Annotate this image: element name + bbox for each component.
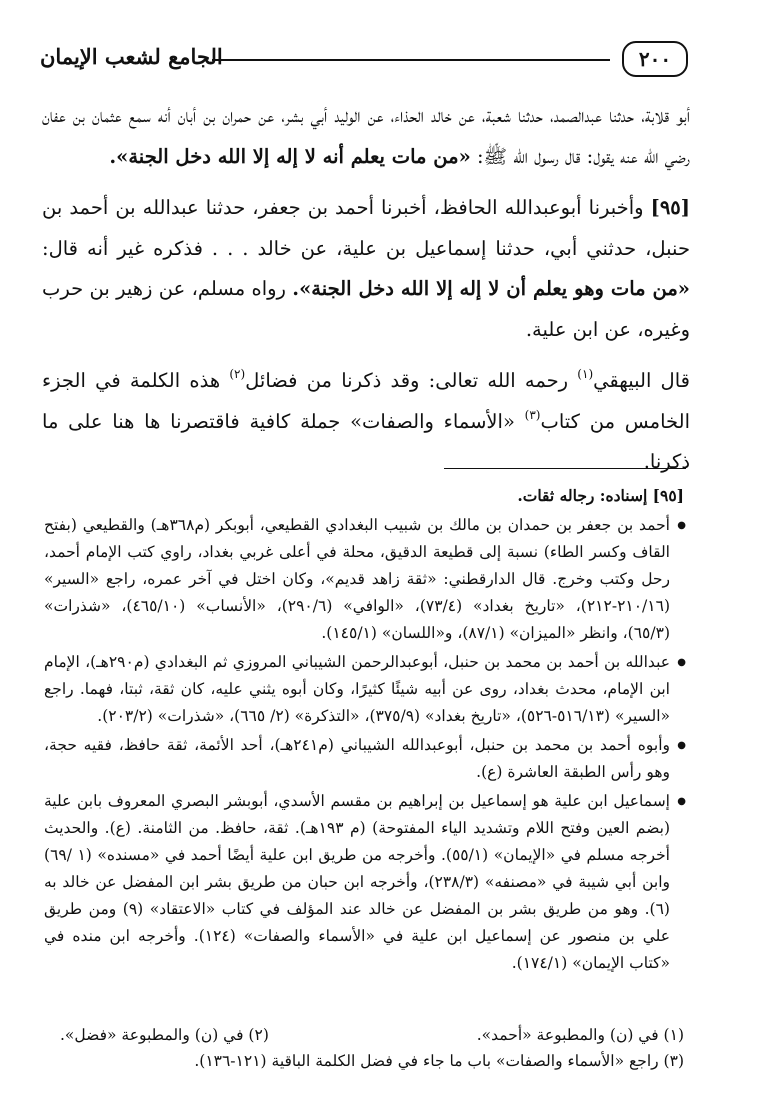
p3-d: «الأسماء والصفات» جملة كافية فاقتصرنا ها هنا على ما ذكرنا. (42, 409, 690, 473)
narrator-note-2: ● عبدالله بن أحمد بن محمد بن حنبل، أبوعبدالرحمن الشيباني المروزي ثم البغدادي (م٢٩٠هـ)، الإمام ابن الإمام، محدث بغداد، روى عن أبيه شيئًا كثيرًا، وكان أبوه يثني عليه، كان ثقة، ثبتا، فهما. راجع «السير» (٥١٦/١٣-٥٢٦)، «تاريخ بغداد» (٣٧٥/٩)، «التذكرة» (٢/ ٦٦٥)، «شذرات» (٢٠٣/٢). (44, 649, 684, 730)
p3-b: رحمه الله تعالى: وقد ذكرنا من فضائل (245, 369, 578, 392)
p3-a: قال البيهقي (593, 369, 690, 392)
p3-c: هذه الكلمة في الجزء الخامس من كتاب (42, 369, 690, 433)
footnote-3: (٣) راجع «الأسماء والصفات» باب ما جاء في فضل الكلمة الباقية (١٢١-١٣٦). (194, 1052, 684, 1070)
running-header (40, 38, 688, 82)
footnote-ref-3: (٣) (524, 407, 541, 422)
paragraph-3 (42, 361, 690, 483)
narrator-note-4: ● إسماعيل ابن علية هو إسماعيل بن إبراهيم بن مقسم الأسدي، أبوبشر البصري المعروف بابن علية (بضم العين وفتح اللام وتشديد الياء المفتوحة) (م ١٩٣هـ). ثقة، حافظ. من الثامنة. (ع). والحديث أخرجه مسلم في «الإيمان» (٥٥/١). وأخرجه من طريق ابن علية أيضًا أحمد في «مسنده» (١ /٦٩) وابن أبي شيبة في «مصنفه» (٢٣٨/٣)، وأخرجه ابن حبان من طريق بشر ابن المفضل عن خالد به (٦). وهو من طريق بشر بن المفضل عن خالد عند المؤلف في كتاب «الاعتقاد» (٩) ومن طريق علي بن منصور عن إسماعيل ابن علية في «الأسماء والصفات» (١٢٤). وأخرجه ابن منده في «كتاب الإيمان» (١٧٤/١). (44, 788, 684, 977)
p2-tail: رواه مسلم، عن زهير بن حرب وغيره، عن ابن علية. (42, 277, 690, 341)
p2-text: وأخبرنا أبوعبدالله الحافظ، أخبرنا أحمد بن جعفر، حدثنا عبدالله بن أحمد بن حنبل، حدثني أبي، حدثنا إسماعيل بن علية، عن خالد . . . فذكره غير أنه قال: (42, 196, 690, 260)
narrator-note-1: ● أحمد بن جعفر بن حمدان بن مالك بن شبيب البغدادي القطيعي، أبوبكر (م٣٦٨هـ) والقطيعي (بفتح القاف وكسر الطاء) نسبة إلى قطيعة الدقيق، محلة في أعلى غربي بغداد، راوي كتب الإمام أحمد، رحل وكتب وخرج. قال الدارقطني: «ثقة زاهد قديم»، وكان اختل في آخر عمره، راجع «السير» (٢١٠/١٦-٢١٢)، «تاريخ بغداد» (٧٣/٤)، «الوافي» (٢٩٠/٦)، «الأنساب» (٤٦٥/١٠)، «شذرات» (٦٥/٣)، وانظر «الميزان» (٨٧/١)، و«اللسان» (١٤٥/١). (44, 512, 684, 647)
isnad-number: [٩٥] (652, 486, 684, 505)
hadith-number: [٩٥] (650, 196, 690, 219)
footnote-1: (١) في (ن) والمطبوعة «أحمد». (476, 1026, 684, 1044)
footnote-2: (٢) في (ن) والمطبوعة «فضل». (60, 1026, 269, 1044)
footnote-ref-2: (٢) (229, 367, 246, 381)
footnotes (44, 482, 684, 977)
book-title: الجامع لشعب الإيمان (40, 44, 223, 69)
footnote-ref-1: (١) (577, 367, 594, 381)
main-text (42, 96, 690, 483)
footnote-row (60, 1022, 684, 1048)
page-number: ٢٠٠ (622, 41, 688, 77)
isnad-note (44, 482, 684, 510)
numbered-footnotes (60, 1022, 684, 1074)
narrator-note-3: ● وأبوه أحمد بن محمد بن حنبل، أبوعبدالله الشيباني (م٢٤١هـ)، أحد الأئمة، ثقة حافظ، فقيه حجة، وهو رأس الطبقة العاشرة (ع). (44, 732, 684, 786)
header-rule (212, 59, 610, 61)
hadith-quote-1: «من مات يعلم أنه لا إله إلا الله دخل الجنة». (109, 144, 471, 168)
p1-text: أبو قلابة، حدثنا عبدالصمد، حدثنا شعبة، عن خالد الحذاء، عن الوليد أبي بشر، عن حمران بن أبان أنه سمع عثمان بن عفان رضي الله عنه يقول: قال رسول الله ﷺ: (42, 104, 690, 168)
isnad-text: إسناده: رجاله ثقات. (517, 486, 653, 505)
paragraph-2 (42, 188, 690, 350)
hadith-quote-2: «من مات وهو يعلم أن لا إله إلا الله دخل الجنة». (292, 277, 690, 300)
paragraph-1 (42, 96, 690, 177)
footnote-divider (444, 468, 686, 469)
